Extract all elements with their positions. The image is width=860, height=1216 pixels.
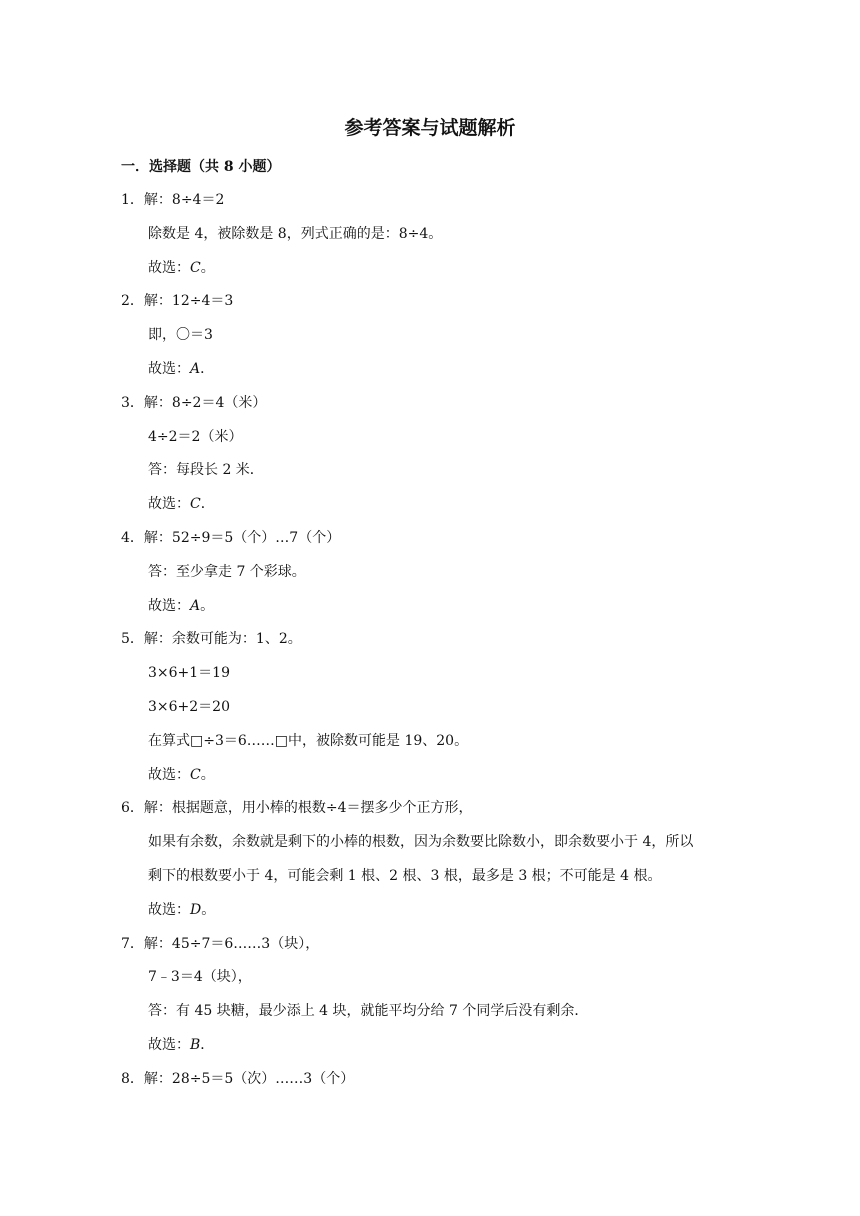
solution-line: [148, 561, 306, 583]
solution-text: 即，〇＝3: [148, 327, 213, 343]
solution-line: [148, 966, 252, 988]
solution-line: [148, 324, 213, 346]
solution-line: [148, 1000, 588, 1022]
answer-punct: 。: [200, 260, 215, 276]
solution-line: [148, 696, 230, 718]
answer-punct: ．: [200, 496, 215, 512]
solution-text: 解：52÷9＝5（个）…7（个）: [143, 530, 341, 546]
answer-label: 故选：: [148, 598, 190, 614]
solution-line: [148, 730, 468, 752]
solution-text: 答：每段长 2 米．: [148, 462, 264, 478]
answer-label: 故选：: [148, 767, 190, 783]
answer-punct: 。: [200, 598, 215, 614]
answer-option: D: [190, 902, 202, 918]
section-heading: 一．选择题（共 8 小题）: [121, 159, 281, 175]
question-line: [121, 392, 266, 414]
question-number: 5．: [121, 631, 144, 647]
solution-text: 7﹣3＝4（块），: [148, 969, 252, 985]
solution-line: [148, 426, 242, 448]
answer-option: C: [190, 496, 201, 512]
solution-text: 解：28÷5＝5（次）……3（个）: [143, 1071, 355, 1087]
answer-line: [148, 257, 215, 279]
solution-text: 3×6+2＝20: [148, 699, 230, 715]
solution-line: [148, 865, 662, 887]
question-number: 3．: [121, 395, 144, 411]
page-title: 参考答案与试题解析: [344, 117, 516, 139]
answer-label: 故选：: [148, 496, 190, 512]
answer-punct: 。: [200, 767, 215, 783]
question-line: [121, 527, 340, 549]
answer-label: 故选：: [148, 260, 190, 276]
question-number: 8．: [121, 1071, 144, 1087]
answer-option: B: [190, 1037, 201, 1053]
question-line: [121, 628, 302, 650]
question-number: 6．: [121, 800, 144, 816]
question-number: 1．: [121, 192, 144, 208]
answer-option: C: [190, 260, 201, 276]
answer-label: 故选：: [148, 361, 190, 377]
solution-line: [148, 662, 230, 684]
solution-text: 解：根据题意，用小棒的根数÷4＝摆多少个正方形，: [143, 800, 473, 816]
question-number: 7．: [121, 936, 144, 952]
answer-line: [148, 595, 214, 617]
answer-option: C: [190, 767, 201, 783]
question-line: [121, 290, 233, 312]
question-line: [121, 189, 224, 211]
answer-line: [148, 764, 215, 786]
solution-text: 除数是 4，被除数是 8，列式正确的是：8÷4。: [148, 226, 443, 242]
solution-text: 解：余数可能为：1、2。: [143, 631, 302, 647]
solution-text: 解：8÷2＝4（米）: [143, 395, 267, 411]
solution-text: 3×6+1＝19: [148, 665, 230, 681]
question-line: [121, 1068, 354, 1090]
solution-line: [148, 831, 693, 853]
solution-text: 答：至少拿走 7 个彩球。: [148, 564, 306, 580]
solution-text: 解：8÷4＝2: [143, 192, 225, 208]
question-number: 4．: [121, 530, 144, 546]
solution-text: 如果有余数，余数就是剩下的小棒的根数，因为余数要比除数小，即余数要小于 4，所以: [148, 834, 694, 850]
answer-punct: 。: [201, 902, 216, 918]
solution-line: [148, 459, 264, 481]
answer-line: [148, 899, 215, 921]
answer-label: 故选：: [148, 902, 190, 918]
question-number: 2．: [121, 293, 144, 309]
solution-text: 解：45÷7＝6……3（块），: [143, 936, 320, 952]
solution-line: [148, 223, 442, 245]
answer-punct: ．: [200, 361, 215, 377]
solution-text: 剩下的根数要小于 4，可能会剩 1 根、2 根、3 根，最多是 3 根；不可能是 4 根。: [148, 868, 662, 884]
answer-punct: ．: [200, 1037, 215, 1053]
question-line: [121, 797, 473, 819]
solution-text: 答：有 45 块糖，最少添上 4 块，就能平均分给 7 个同学后没有剩余．: [148, 1003, 589, 1019]
answer-option: A: [190, 598, 201, 614]
answer-option: A: [190, 361, 201, 377]
solution-text: 在算式□÷3＝6……□中，被除数可能是 19、20。: [148, 733, 469, 749]
answer-line: [148, 493, 215, 515]
question-line: [121, 933, 319, 955]
solution-text: 4÷2＝2（米）: [148, 429, 243, 445]
answer-line: [148, 358, 214, 380]
solution-text: 解：12÷4＝3: [143, 293, 234, 309]
answer-label: 故选：: [148, 1037, 190, 1053]
answer-line: [148, 1034, 214, 1056]
